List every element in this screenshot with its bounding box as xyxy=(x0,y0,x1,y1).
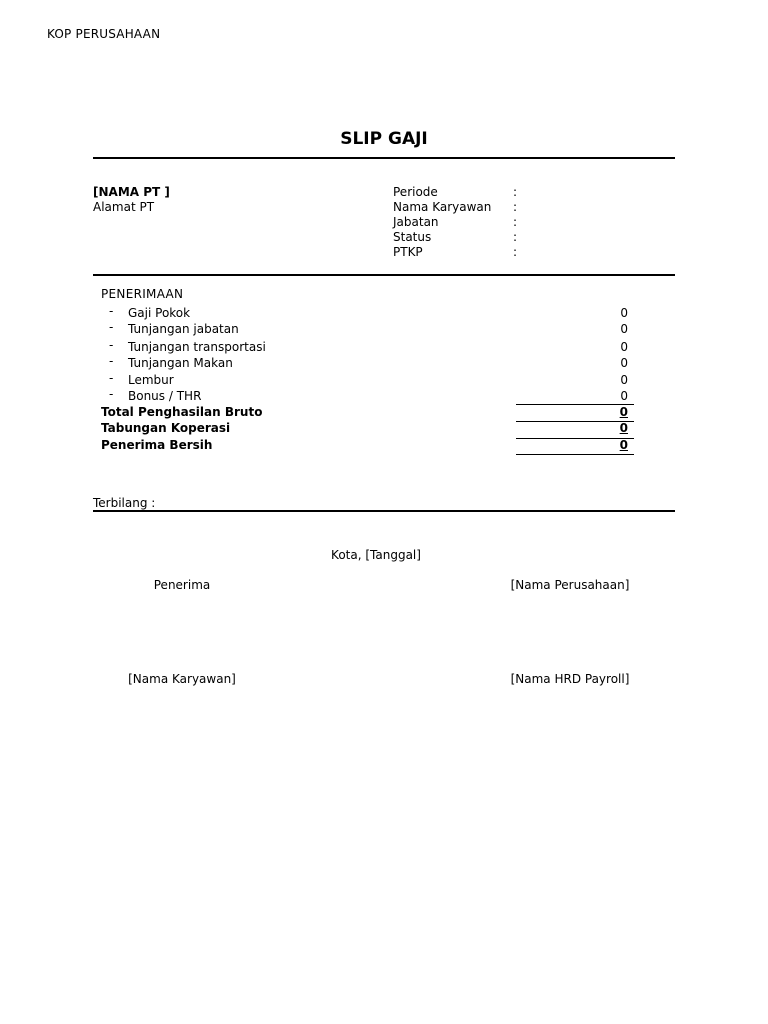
penerima-bersih-label: Penerima Bersih xyxy=(101,438,213,452)
signature-left-role: Penerima xyxy=(153,578,211,592)
total-bruto-label: Total Penghasilan Bruto xyxy=(101,405,263,419)
signature-right-role: [Nama Perusahaan] xyxy=(510,578,630,592)
field-label-ptkp: PTKP xyxy=(393,245,423,259)
company-address: Alamat PT xyxy=(93,200,155,214)
field-label-jabatan: Jabatan xyxy=(393,215,439,229)
earning-value: 0 xyxy=(620,306,628,320)
earnings-heading: PENERIMAAN xyxy=(101,287,184,301)
earning-value: 0 xyxy=(620,373,628,387)
tabungan-koperasi-label: Tabungan Koperasi xyxy=(101,421,231,435)
terbilang-divider xyxy=(93,510,675,512)
field-label-nama-karyawan: Nama Karyawan xyxy=(393,200,492,214)
item-dash: - xyxy=(109,338,114,352)
earning-value: 0 xyxy=(620,340,628,354)
earning-value: 0 xyxy=(620,322,628,336)
earning-value: 0 xyxy=(620,356,628,370)
field-colon: : xyxy=(513,185,518,199)
item-dash: - xyxy=(109,387,114,401)
sum-line xyxy=(516,404,634,405)
item-dash: - xyxy=(109,304,114,318)
sum-line xyxy=(516,421,634,422)
item-dash: - xyxy=(109,354,114,368)
sum-line xyxy=(516,454,634,455)
earning-label-tunjangan-makan: Tunjangan Makan xyxy=(128,356,233,370)
earning-label-gaji-pokok: Gaji Pokok xyxy=(128,306,191,320)
earning-value: 0 xyxy=(620,389,628,403)
penerima-bersih-value: 0 xyxy=(619,438,628,452)
place-date: Kota, [Tanggal] xyxy=(331,548,421,562)
letterhead: KOP PERUSAHAAN xyxy=(47,27,161,41)
earning-label-tunjangan-transportasi: Tunjangan transportasi xyxy=(128,340,266,354)
sum-line xyxy=(516,438,634,439)
item-dash: - xyxy=(109,320,114,334)
field-colon: : xyxy=(513,200,518,214)
signature-right-name: [Nama HRD Payroll] xyxy=(510,672,630,686)
terbilang-label: Terbilang : xyxy=(93,496,156,510)
field-colon: : xyxy=(513,215,518,229)
company-name: [NAMA PT ] xyxy=(93,185,170,199)
item-dash: - xyxy=(109,371,114,385)
info-divider xyxy=(93,274,675,276)
signature-left-name: [Nama Karyawan] xyxy=(128,672,236,686)
tabungan-koperasi-value: 0 xyxy=(619,421,628,435)
field-label-periode: Periode xyxy=(393,185,438,199)
earning-label-lembur: Lembur xyxy=(128,373,174,387)
field-colon: : xyxy=(513,230,518,244)
total-bruto-value: 0 xyxy=(619,405,628,419)
title-divider xyxy=(93,157,675,159)
field-colon: : xyxy=(513,245,518,259)
earning-label-bonus-thr: Bonus / THR xyxy=(128,389,202,403)
field-label-status: Status xyxy=(393,230,432,244)
earning-label-tunjangan-jabatan: Tunjangan jabatan xyxy=(128,322,239,336)
slip-title: SLIP GAJI xyxy=(340,129,428,149)
